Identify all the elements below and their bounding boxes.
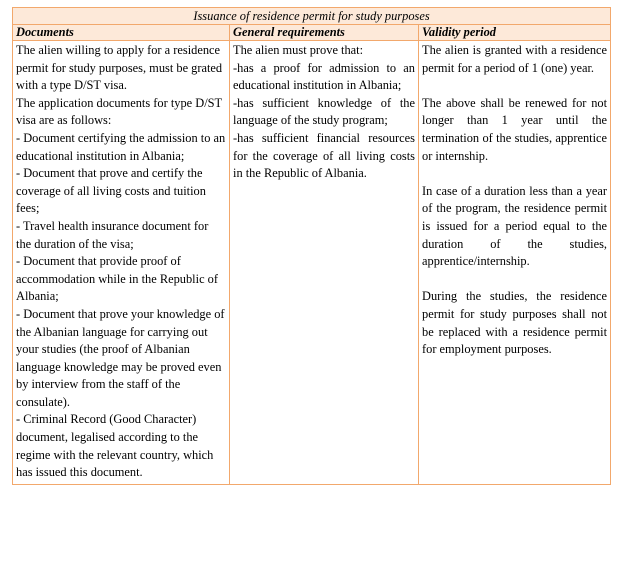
validity-cell: [419, 41, 611, 485]
validity-paragraph: In case of a duration less than a year of the program, the residence permit is issued for a period equal to the duration of the studies, apprentice/internship.: [422, 183, 608, 269]
validity-paragraph: The alien is granted with a residence permit for a period of 1 (one) year.: [422, 43, 608, 75]
validity-paragraph: The above shall be renewed for not longer than 1 year until the termination of the studies, apprentice or internship.: [422, 95, 608, 163]
residence-permit-table: [12, 7, 611, 485]
documents-paragraph: The application documents for type D/ST visa are as follows:: [16, 95, 222, 128]
documents-list-item: - Criminal Record (Good Character) document, legalised according to the regime with the relevant country, which has issued this document.: [16, 412, 214, 480]
header-general-requirements: General requirements: [230, 25, 419, 41]
requirements-cell: [230, 41, 419, 485]
requirements-list-item: -has sufficient knowledge of the language of the study program;: [233, 95, 415, 128]
requirements-paragraph: The alien must prove that:: [233, 43, 364, 57]
table-row: [13, 41, 611, 485]
table-header-row: [13, 25, 611, 41]
table-title-row: [13, 8, 611, 25]
requirements-list-item: -has sufficient financial resources for the coverage of all living costs in the Republic of Albania.: [233, 130, 415, 181]
header-validity-period: Validity period: [419, 25, 611, 41]
documents-paragraph: The alien willing to apply for a residence permit for study purposes, must be grated with a type D/ST visa.: [16, 43, 223, 93]
documents-list-item: - Document that prove your knowledge of the Albanian language for carrying out your studies (the proof of Albanian language knowledge may be proved even by interview from the staff of the consulate).: [16, 306, 225, 409]
documents-cell: [13, 41, 230, 485]
table-title: Issuance of residence permit for study purposes: [13, 8, 611, 25]
documents-list-item: - Document that provide proof of accommodation while in the Republic of Albania;: [16, 254, 218, 304]
documents-list-item: - Travel health insurance document for the duration of the visa;: [16, 218, 209, 251]
validity-paragraph: During the studies, the residence permit for study purposes shall not be replaced with a residence permit for employment purposes.: [422, 289, 608, 357]
documents-list-item: - Document that prove and certify the coverage of all living costs and tuition fees;: [16, 166, 206, 216]
header-documents: Documents: [13, 25, 230, 41]
documents-list-item: - Document certifying the admission to an educational institution in Albania;: [16, 130, 226, 163]
requirements-list-item: -has a proof for admission to an educational institution in Albania;: [233, 60, 415, 93]
